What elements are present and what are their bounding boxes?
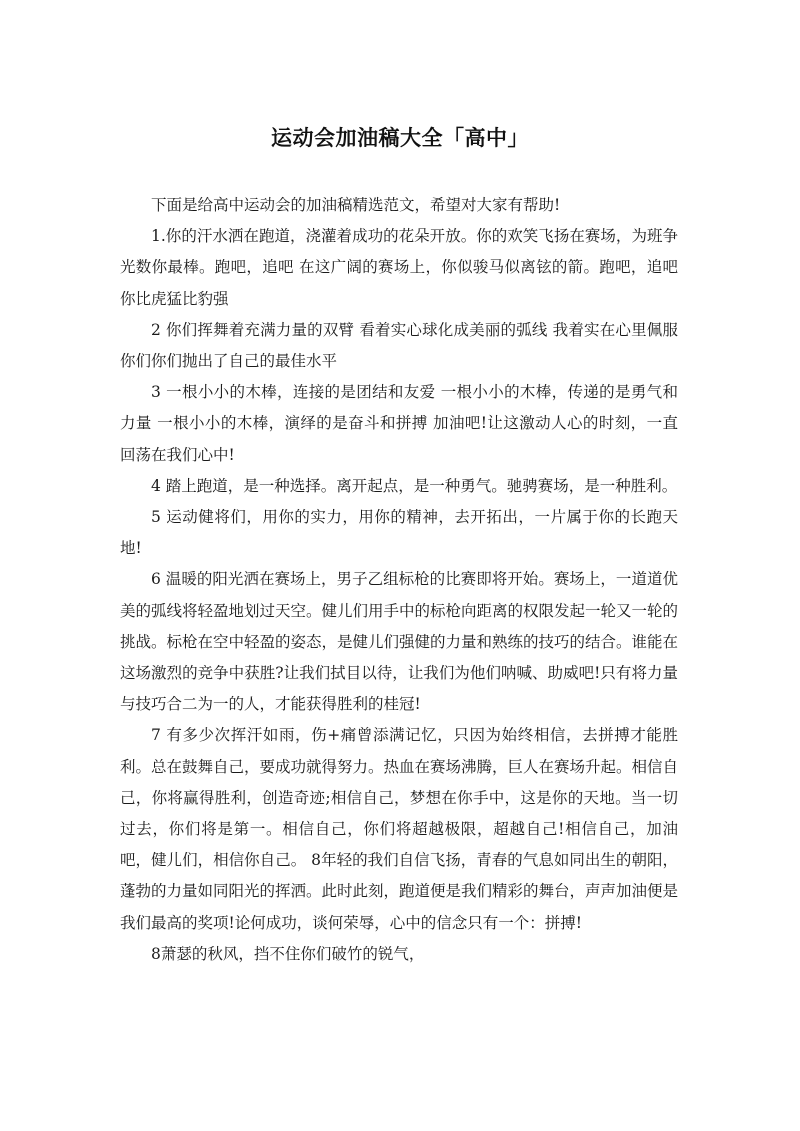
paragraph-4: 4 踏上跑道，是一种选择。离开起点，是一种勇气。驰骋赛场，是一种胜利。 xyxy=(151,476,678,495)
document-title: 运动会加油稿大全「高中」 xyxy=(271,126,529,150)
paragraph-5: 5 运动健将们，用你的实力，用你的精神，去开拓出，一片属于你的长跑天地! xyxy=(120,508,678,558)
paragraph-6: 6 温暖的阳光洒在赛场上，男子乙组标枪的比赛即将开始。赛场上，一道道优美的弧线将轻盈地划过天空。健儿们用手中的标枪向距离的权限发起一轮又一轮的挑战。标枪在空中轻盈的姿态，是健儿们强健的力量和熟练的技巧的结合。谁能在这场激烈的竞争中获胜?让我们拭目以待，让我们为他们呐喊、助威吧!只有将力量与技巧合二为一的人，才能获得胜利的桂冠! xyxy=(120,570,679,714)
document-body xyxy=(120,190,678,970)
paragraph-1: 1.你的汗水洒在跑道，浇灌着成功的花朵开放。你的欢笑飞扬在赛场，为班争光数你最棒。跑吧，追吧 在这广阔的赛场上，你似骏马似离铉的箭。跑吧，追吧你比虎猛比豹强 xyxy=(120,227,678,308)
paragraph-3: 3 一根小小的木棒，连接的是团结和友爱 一根小小的木棒，传递的是勇气和力量 一根小小的木棒，演绎的是奋斗和拼搏 加油吧!让这激动人心的时刻，一直回荡在我们心中! xyxy=(120,383,678,464)
paragraph-7: 7 有多少次挥汗如雨，伤+痛曾添满记忆，只因为始终相信，去拼搏才能胜利。总在鼓舞自己，要成功就得努力。热血在赛场沸腾，巨人在赛场升起。相信自己，你将赢得胜利，创造奇迹;相信自己，梦想在你手中，这是你的天地。当一切过去，你们将是第一。相信自己，你们将超越极限，超越自己!相信自己，加油吧，健儿们，相信你自己。 8年轻的我们自信飞扬，青春的气息如同出生的朝阳，蓬勃的力量如同阳光的挥洒。此时此刻，跑道便是我们精彩的舞台，声声加油便是我们最高的奖项!论何成功，谈何荣辱，心中的信念只有一个：拼搏! xyxy=(120,726,679,932)
paragraph-intro: 下面是给高中运动会的加油稿精选范文，希望对大家有帮助! xyxy=(151,196,561,214)
paragraph-8: 8萧瑟的秋风，挡不住你们破竹的锐气， xyxy=(151,944,425,963)
paragraph-2: 2 你们挥舞着充满力量的双臂 看着实心球化成美丽的弧线 我着实在心里佩服你们你们抛出了自己的最佳水平 xyxy=(120,320,678,371)
